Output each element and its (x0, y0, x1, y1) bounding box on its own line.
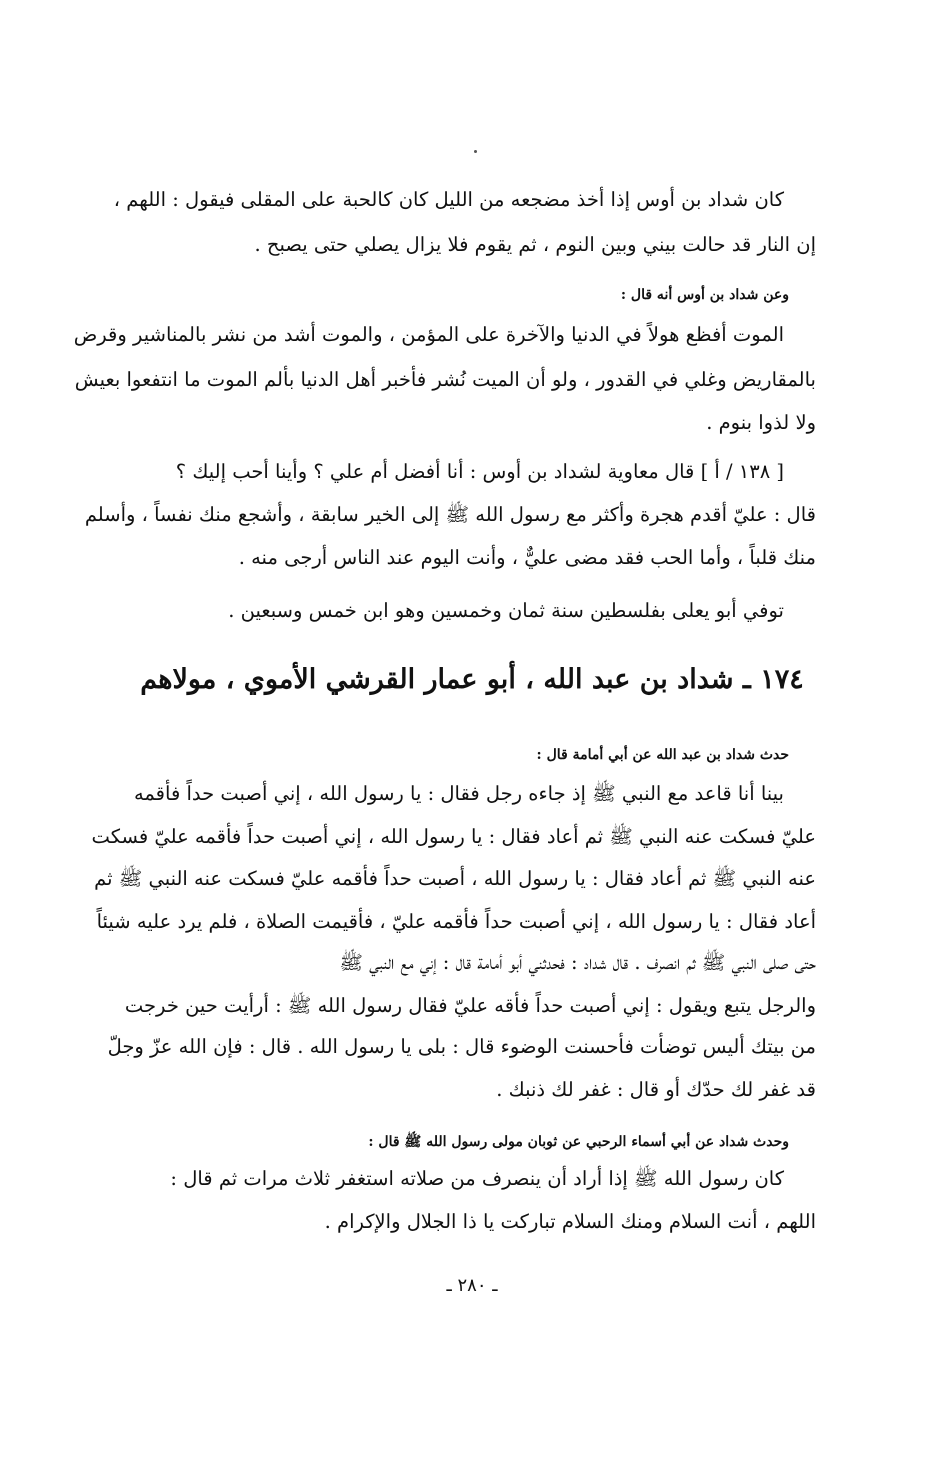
narration-intro: وعن شداد بن أوس أنه قال : (620, 287, 789, 303)
text-line: ولا لذوا بنوم . (706, 411, 816, 434)
text-line: والرجل يتبع ويقول : إني أصبت حداً فأقه عليّ فقال رسول الله ﷺ : أرأيت حين خرجت (124, 994, 816, 1017)
text-line: اللهم ، أنت السلام ومنك السلام تباركت يا ذا الجلال والإكرام . (324, 1210, 816, 1233)
text-line: عليّ فسكت عنه النبي ﷺ ثم أعاد فقال : يا رسول الله ، إني أصبت حداً فأقمه عليّ فسكت (91, 825, 816, 848)
text-line: بينا أنا قاعد مع النبي ﷺ إذ جاءه رجل فقال : يا رسول الله ، إني أصبت حداً فأقمه (133, 782, 784, 805)
biography-heading: ١٧٤ ـ شداد بن عبد الله ، أبو عمار القرشي الأموي ، مولاهم (140, 664, 804, 695)
text-line: حتى صلى النبي ﷺ ثم انصرف . قال شداد : فحدثني أبو أمامة قال : إني مع النبي ﷺ (339, 951, 816, 974)
text-line: كان رسول الله ﷺ إذا أراد أن ينصرف من صلاته استغفر ثلاث مرات ثم قال : (170, 1167, 784, 1190)
ink-speck (474, 150, 477, 153)
page-number: ـ ٢٨٠ ـ (446, 1275, 498, 1296)
text-line: [ ١٣٨ / أ ] قال معاوية لشداد بن أوس : أنا أفضل أم علي ؟ وأينا أحب إليك ؟ (175, 460, 784, 483)
narration-intro: حدث شداد بن عبد الله عن أبي أمامة قال : (536, 747, 789, 763)
text-line: أعاد فقال : يا رسول الله ، إني أصبت حداً فأقمه عليّ ، فأقيمت الصلاة ، فلم يرد عليه شيئاً (96, 910, 816, 933)
text-line: الموت أفظع هولاً في الدنيا والآخرة على المؤمن ، والموت أشد من نشر بالمناشير وقرض (73, 323, 784, 346)
text-line: من بيتك أليس توضأت فأحسنت الوضوء قال : بلى يا رسول الله . قال : فإن الله عزّ وجلّ (107, 1035, 816, 1058)
text-line: قد غفر لك حدّك أو قال : غفر لك ذنبك . (496, 1078, 816, 1101)
text-line: إن النار قد حالت بيني وبين النوم ، ثم يقوم فلا يزال يصلي حتى يصبح . (254, 233, 816, 256)
text-line: قال : عليّ أقدم هجرة وأكثر مع رسول الله ﷺ إلى الخير سابقة ، وأشجع منك نفساً ، وأسلم (84, 503, 816, 526)
text-line: عنه النبي ﷺ ثم أعاد فقال : يا رسول الله ، أصبت حداً فأقمه عليّ فسكت عنه النبي ﷺ ثم (94, 867, 816, 890)
text-line: توفي أبو يعلى بفلسطين سنة ثمان وخمسين وهو ابن خمس وسبعين . (228, 599, 784, 622)
text-line: منك قلباً ، وأما الحب فقد مضى عليٌّ ، وأنت اليوم عند الناس أرجى منه . (238, 546, 816, 569)
text-line: بالمقاريض وغلي في القدور ، ولو أن الميت نُشر فأخبر أهل الدنيا بألم الموت ما انتفعوا بعيش (74, 368, 816, 391)
text-line: كان شداد بن أوس إذا أخذ مضجعه من الليل كان كالحبة على المقلى فيقول : اللهم ، (113, 188, 784, 211)
narration-intro: وحدث شداد عن أبي أسماء الرحبي عن ثوبان مولى رسول الله ﷺ قال : (368, 1134, 789, 1150)
